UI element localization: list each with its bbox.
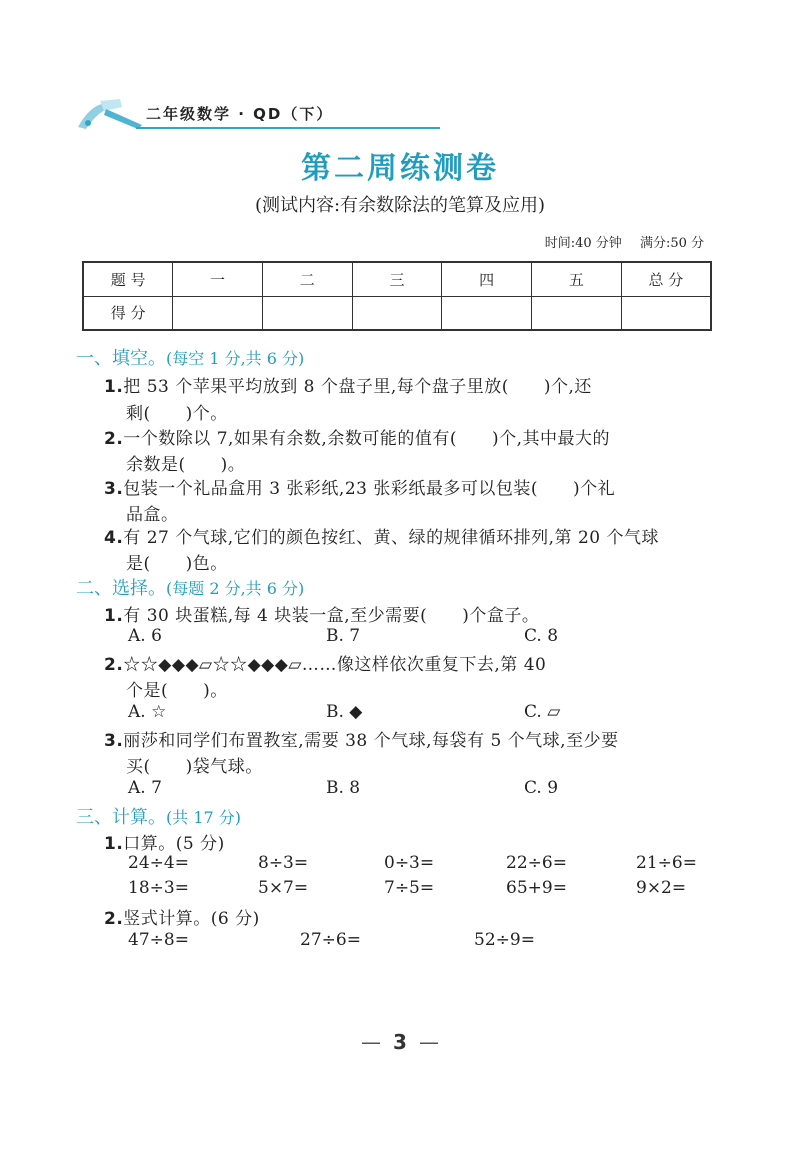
score-table (82, 261, 712, 331)
calc-item: 18÷3= (128, 878, 189, 898)
calc-item: 5×7= (258, 878, 309, 898)
option-c[interactable]: C. 9 (524, 778, 559, 798)
score-input-cell[interactable] (173, 296, 263, 330)
table-row (83, 296, 711, 330)
question-line: 1.口算。(5 分) (104, 834, 225, 854)
question-line: 2.一个数除以 7,如果有余数,余数可能的值有( )个,其中最大的 (104, 429, 610, 449)
option-b[interactable]: B. 8 (326, 778, 361, 798)
section-3-heading (76, 803, 241, 829)
option-a[interactable]: A. 7 (128, 778, 162, 798)
question-line: 是( )色。 (126, 554, 228, 574)
header-badge (76, 97, 366, 135)
page-subtitle: (测试内容:有余数除法的笔算及应用) (254, 195, 546, 216)
table-cell: 题 号 (83, 262, 173, 296)
calc-item: 0÷3= (384, 853, 435, 873)
calc-item: 9×2= (636, 878, 687, 898)
calc-item: 8÷3= (258, 853, 309, 873)
table-cell: 一 (173, 262, 263, 296)
full-score: 满分:50 分 (639, 236, 704, 251)
section-title: 一、填空。 (76, 348, 166, 369)
question-line: 买( )袋气球。 (126, 757, 263, 777)
table-cell: 三 (352, 262, 442, 296)
badge-underline (136, 127, 440, 129)
question-line: 2.☆☆◆◆◆▱☆☆◆◆◆▱……像这样依次重复下去,第 40 (104, 655, 547, 675)
section-title: 三、计算。 (76, 807, 166, 828)
score-input-cell[interactable] (442, 296, 532, 330)
calc-item: 21÷6= (636, 853, 697, 873)
footer-dash: — (361, 1030, 382, 1054)
table-cell: 二 (262, 262, 352, 296)
calc-item: 52÷9= (474, 930, 535, 950)
footer-dash: — (418, 1030, 439, 1054)
section-points: (每题 2 分,共 6 分) (166, 579, 305, 598)
question-line: 2.竖式计算。(6 分) (104, 909, 260, 929)
question-line: 余数是( )。 (126, 455, 246, 475)
question-line: 1.有 30 块蛋糕,每 4 块装一盒,至少需要( )个盒子。 (104, 606, 540, 626)
table-cell: 五 (532, 262, 622, 296)
option-b[interactable]: B. ◆ (326, 702, 363, 722)
badge-text: 二年级数学 · QD（下） (146, 105, 334, 123)
score-input-cell[interactable] (621, 296, 711, 330)
section-1-heading (76, 344, 304, 370)
score-input-cell[interactable] (262, 296, 352, 330)
page-title: 第二周练测卷 (301, 151, 499, 186)
section-2-heading (76, 574, 304, 600)
question-line: 3.包装一个礼品盒用 3 张彩纸,23 张彩纸最多可以包装( )个礼 (104, 479, 616, 499)
table-cell: 四 (442, 262, 532, 296)
table-row (83, 262, 711, 296)
calc-item: 47÷8= (128, 930, 189, 950)
section-points: (每空 1 分,共 6 分) (166, 349, 305, 368)
calc-item: 65+9= (506, 878, 567, 898)
calc-item: 24÷4= (128, 853, 189, 873)
option-c[interactable]: C. 8 (524, 626, 559, 646)
question-line: 剩( )个。 (126, 404, 228, 424)
calc-item: 7÷5= (384, 878, 435, 898)
question-line: 4.有 27 个气球,它们的颜色按红、黄、绿的规律循环排列,第 20 个气球 (104, 528, 659, 548)
time-score-info (531, 232, 704, 251)
option-a[interactable]: A. ☆ (128, 702, 167, 722)
section-title: 二、选择。 (76, 578, 166, 599)
question-line: 个是( )。 (126, 681, 228, 701)
option-b[interactable]: B. 7 (326, 626, 361, 646)
question-line: 3.丽莎和同学们布置教室,需要 38 个气球,每袋有 5 个气球,至少要 (104, 731, 619, 751)
calc-item: 22÷6= (506, 853, 567, 873)
option-c[interactable]: C. ▱ (524, 702, 561, 722)
table-cell: 得 分 (83, 296, 173, 330)
page-number: 3 (393, 1030, 407, 1054)
option-a[interactable]: A. 6 (128, 626, 162, 646)
table-cell: 总 分 (621, 262, 711, 296)
question-line: 品盒。 (126, 505, 179, 525)
score-input-cell[interactable] (532, 296, 622, 330)
section-points: (共 17 分) (166, 808, 242, 827)
question-line: 1.把 53 个苹果平均放到 8 个盘子里,每个盘子里放( )个,还 (104, 377, 592, 397)
score-input-cell[interactable] (352, 296, 442, 330)
calc-item: 27÷6= (300, 930, 361, 950)
page-footer (0, 1030, 800, 1054)
time-limit: 时间:40 分钟 (544, 236, 622, 251)
